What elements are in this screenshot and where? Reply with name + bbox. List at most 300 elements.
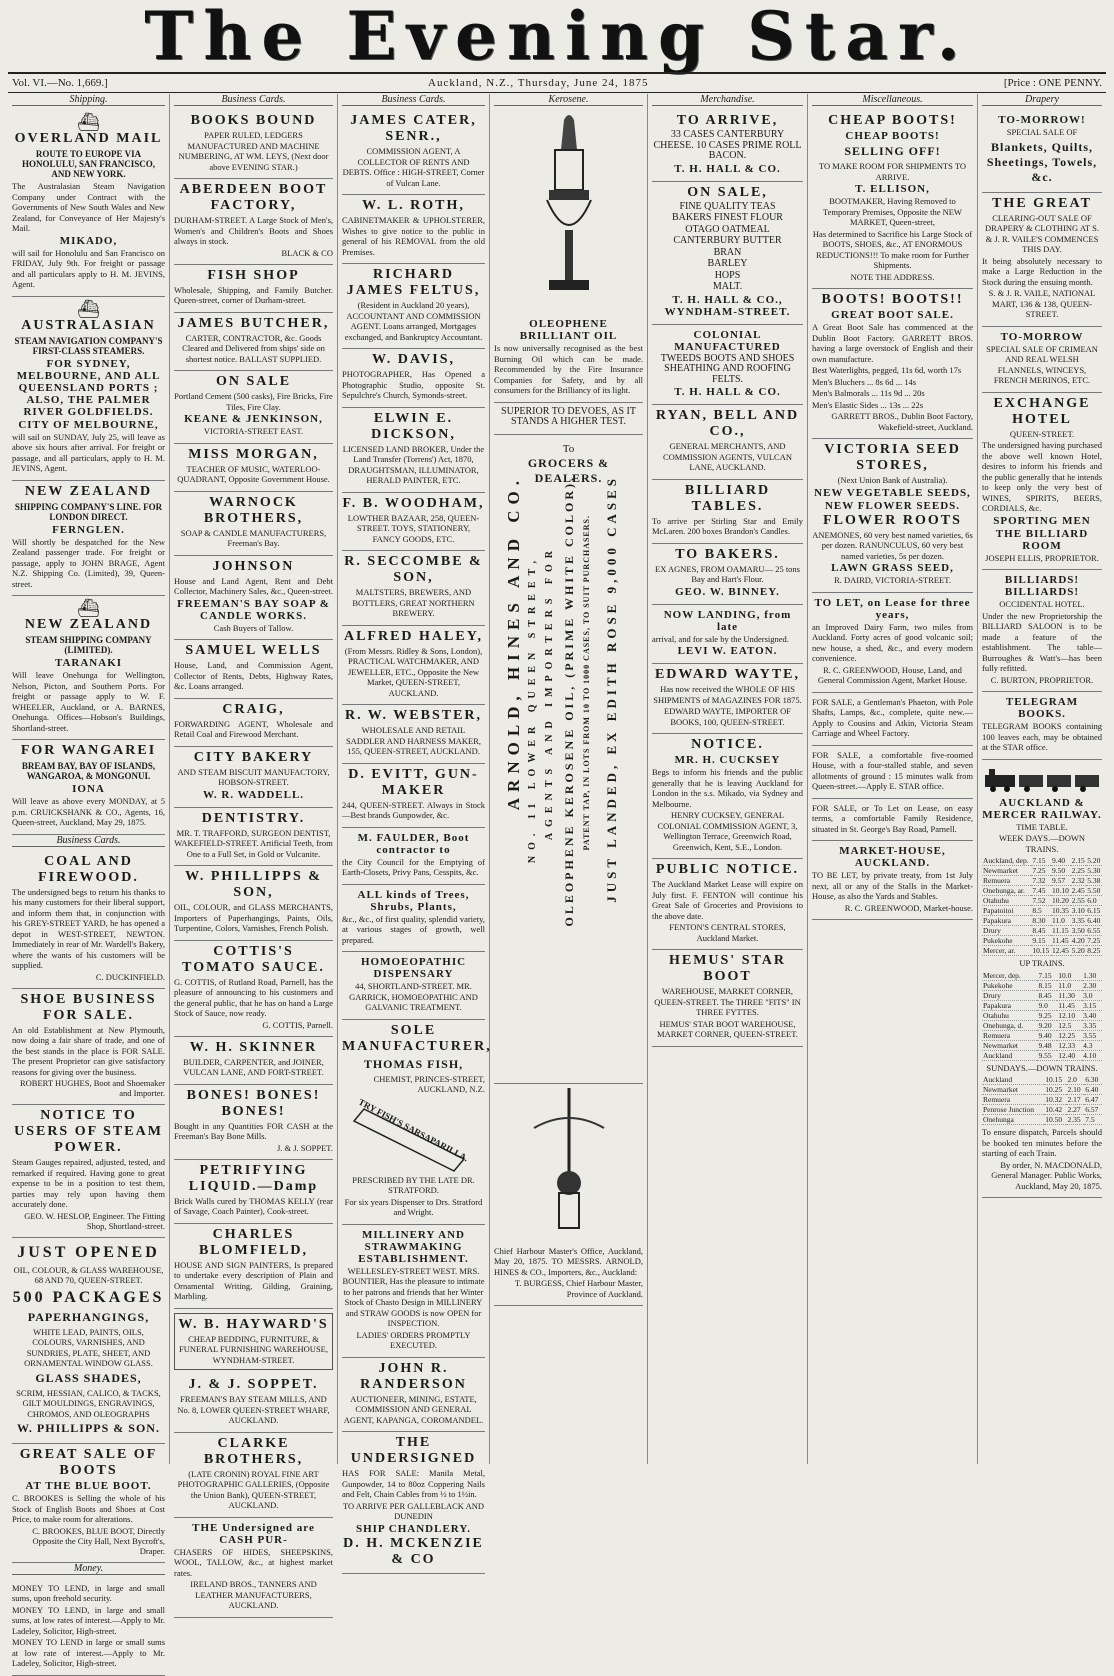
ad-trees (342, 885, 485, 953)
ad-body: House and Land Agent, Rent and Debt Collector, Machinery Sales, &c., Queen-street. (174, 575, 333, 596)
ad-aberdeen (174, 179, 333, 265)
masthead-title: The Evening Star. (144, 0, 970, 75)
ad-title: NEW ZEALAND (24, 483, 153, 499)
ad-great-clearing (982, 193, 1102, 327)
list-item: CANTERBURY BUTTER (673, 235, 782, 246)
ad-signature: T. H. HALL & CO., WYNDHAM-STREET. (664, 293, 791, 318)
ad-subtitle: TIME TABLE. (1016, 821, 1068, 832)
ad-superior (494, 403, 643, 435)
table-cell: 7.45 (1031, 886, 1051, 896)
ad-title: RYAN, BELL AND CO., (655, 408, 800, 439)
table-cell: 3.0 (1082, 990, 1102, 1000)
ad-body: TELEGRAM BOOKS containing 100 leaves each, may be obtained at the STAR office. (982, 721, 1102, 752)
ad-address: VICTORIA-STREET EAST. (203, 426, 304, 436)
ad-body: Bought in any Quantities FOR CASH at the Freeman's Bay Bone Mills. (174, 1120, 333, 1141)
column-shipping (8, 94, 170, 1668)
table-cell: 9.0 (1037, 1000, 1057, 1010)
table-cell: 7.52 (1031, 896, 1051, 906)
ad-title: CHEAP BOOTS! (828, 113, 957, 128)
section-heading: Miscellaneous. (812, 94, 973, 106)
vertical-text: ARNOLD, HINES AND CO. (504, 474, 523, 810)
table-row (982, 980, 1102, 990)
ad-body: HOUSE AND SIGN PAINTERS, Is prepared to undertake every description of Plain and Ornamental Writing, Gilding, Graining, Marbling. (174, 1259, 333, 1301)
newspaper-page (8, 0, 1106, 1668)
ad-exchange-hotel (982, 393, 1102, 571)
ad-signature: EDWARD WAYTE, IMPORTER OF BOOKS, 100, QUEEN-STREET. (664, 706, 791, 727)
ad-to-arrive (652, 110, 803, 182)
table-cell: 9.40 (1051, 856, 1071, 866)
table-row (982, 936, 1102, 946)
ad-money (12, 1579, 165, 1676)
table-cell: 6.0 (1086, 896, 1102, 906)
ad-body: To ensure dispatch, Parcels should be booked ten minutes before the starting of each Train. (982, 1127, 1102, 1158)
ad-subtitle: GREAT BOOT SALE. (831, 309, 954, 321)
ad-body: House, Land, and Commission Agent, Collector of Rents, Debts, Highway Rates, &c. Loans arranged. (174, 660, 333, 691)
table-cell: 2.17 (1066, 1095, 1084, 1105)
ad-body: NOTE THE ADDRESS. (850, 271, 935, 282)
ad-title: BONES! BONES! BONES! (186, 1087, 321, 1119)
ad-body: Under the new Proprietorship the BILLIARD SALOON is to be made a feature of the establishment. The table—Burroughes & Watt's—has been fully refitted. (982, 610, 1102, 673)
ad-body: the City Council for the Emptying of Earth-Closets, Privy Pans, Cesspits, &c. (342, 856, 485, 877)
table-row (982, 876, 1102, 886)
masthead (8, 0, 1106, 75)
ad-petrifying (174, 1160, 333, 1224)
ad-body: TO ARRIVE PER GALLEBLACK AND DUNEDIN (342, 1500, 485, 1521)
ad-body: ANEMONES, 60 very best named varieties, 6s per dozen. RANUNCULUS, 60 very best named varieties, 5s per dozen. (812, 529, 973, 561)
list-item: BAKERS FINEST FLOUR (672, 212, 783, 223)
table-row (982, 866, 1102, 876)
ad-title: J. & J. SOPPET. (188, 1377, 319, 1392)
ad-subtitle: SHIPPING COMPANY'S LINE. FOR LONDON DIRECT. (14, 501, 163, 522)
ad-title: JOHN R. RANDERSON (360, 1360, 467, 1392)
ad-great-sale-boots (12, 1444, 165, 1563)
vertical-text: OLEOPHENE KEROSENE OIL, (PRIME WHITE COLOR), (562, 474, 576, 926)
ad-headline: PAPERHANGINGS, (27, 1309, 150, 1324)
ad-body: WAREHOUSE, MARKET CORNER, QUEEN-STREET. The THREE "FITS" IN THREE FYTTES. (654, 986, 801, 1017)
ad-title: TELEGRAM BOOKS. (1005, 696, 1079, 720)
ad-body: TWEEDS BOOTS AND SHOES SHEATHING AND ROOFING FELTS. (660, 352, 795, 385)
ad-title: VICTORIA SEED STORES, (824, 442, 961, 473)
table-cell: Otahuhu (982, 1010, 1037, 1020)
ad-title: TO BAKERS. (675, 546, 780, 562)
section-heading: Business Cards. (174, 94, 333, 106)
ad-harbour-letter (494, 1242, 643, 1307)
table-row (982, 1050, 1102, 1060)
table-cell: 2.35 (1066, 1115, 1084, 1125)
ad-on-sale (174, 371, 333, 444)
table-cell: 7.5 (1084, 1115, 1102, 1125)
ad-body: LICENSED LAND BROKER, Under the Land Transfer (Torrens') Act, 1870, DRAUGHTSMAN, ILLUMINATOR, HERALD PAINTER, ETC. (342, 443, 485, 485)
table-cell: 11.45 (1057, 1000, 1082, 1010)
ad-title: BOOTS! BOOTS!! (821, 292, 964, 307)
table-cell: Papakura (982, 1000, 1037, 1010)
ad-signature: S. & J. R. VAILE, NATIONAL MART, 136 & 138, QUEEN-STREET. (988, 288, 1096, 319)
ad-title: MILLINERY AND STRAWMAKING ESTABLISHMENT. (358, 1228, 469, 1265)
ad-body: BOOTMAKER, Having Removed to Temporary Premises, Opposite the NEW MARKET, Queen-street, (823, 196, 962, 227)
ad-title: R. W. WEBSTER, (344, 708, 483, 723)
ad-title: ALFRED HALEY, (343, 628, 484, 644)
ad-title: HEMUS' STAR BOOT (668, 953, 787, 984)
ship-name: TARANAKI (54, 657, 123, 669)
list-item: Men's Elastic Sides ... 13s ... 22s (812, 399, 924, 410)
ad-body: BUILDER, CARPENTER, and JOINER, VULCAN LANE, AND FORT-STREET. (183, 1056, 324, 1077)
section-heading: Kerosene. (494, 94, 643, 106)
ad-title: COAL AND FIREWOOD. (38, 853, 139, 885)
ad-body: CARTER, CONTRACTOR, &c. Goods Cleared and Delivered from ships' side on shortest notice. BALLAST SUPPLIED. (182, 332, 325, 364)
column-business-cards-2 (338, 94, 492, 1567)
ad-body: Begs to inform his friends and the public generally that he is leaving Auckland for London in the s.s. Mikado, via Sydney and Melbourne. (652, 767, 803, 809)
ad-signature: W. R. WADDELL. (202, 788, 305, 801)
table-row (982, 1040, 1102, 1050)
table-cell: 7.15 (1037, 971, 1057, 981)
issue-price: [Price : ONE PENNY. (1003, 77, 1102, 89)
ad-subtitle: OIL, COLOUR, & GLASS WAREHOUSE, 68 AND 70, QUEEN-STREET. (13, 1264, 164, 1285)
ad-title: CRAIG, (222, 701, 285, 717)
ad-body: (Resident in Auckland 20 years), ACCOUNTANT AND COMMISSION AGENT. Loans arranged, Mortgages exchanged, and Bankruptcy Accountant. (344, 300, 483, 342)
ad-signature: R. C. GREENWOOD, Market-house. (844, 902, 973, 913)
ad-soppet (174, 1374, 333, 1433)
table-cell: 9.50 (1051, 866, 1071, 876)
table-cell: 3.40 (1082, 1010, 1102, 1020)
table-cell: 9.25 (1037, 1010, 1057, 1020)
ad-warnock (174, 492, 333, 556)
ad-body: SPECIAL SALE OF CRIMEAN AND REAL WELSH FLANNELS, WINCEYS, FRENCH MERINOS, ETC. (986, 343, 1098, 385)
ad-body: Steam Gauges repaired, adjusted, tested, and remarked if required. Having gone to great expense to be in a position to test them, parties may rely upon having them accurately done. (12, 1157, 165, 1209)
ad-title: TO LET, on Lease for three years, (814, 596, 971, 621)
ad-title: ON SALE (215, 374, 292, 389)
vertical-text: PATENT TAP, IN LOTS FROM 10 TO 1000 CASES, TO SUIT PURCHASERS. (582, 514, 591, 850)
ad-wangarei (12, 740, 165, 835)
table-cell: 9.40 (1037, 1030, 1057, 1040)
ad-just-opened (12, 1238, 165, 1445)
ad-subtitle: MR. H. CUCKSEY (674, 754, 781, 766)
column-kerosene (490, 94, 648, 1464)
ad-signature: G. COTTIS, Parnell. (262, 1019, 333, 1030)
table-cell: 10.0 (1057, 971, 1082, 981)
ad-body: MONEY TO LEND, in large and small sums, at low rates of interest.—Apply to Mr. Ladeley, Solicitor, High-street. (12, 1604, 165, 1636)
ad-title: PETRIFYING LIQUID.—Damp (188, 1162, 319, 1194)
columns (8, 94, 1106, 1668)
ad-subtitle: OCCIDENTAL HOTEL. (999, 599, 1085, 609)
ad-title: NOW LANDING, from late (663, 608, 792, 633)
table-cell: 3.35 (1071, 916, 1085, 925)
ad-body: FORWARDING AGENT, Wholesale and Retail Coal and Firewood Merchant. (174, 718, 333, 739)
ad-title: JUST OPENED (17, 1243, 160, 1261)
ad-body: The Auckland Market Lease will expire on July first. F. FENTON will continue his Great Sale of Groceries and Provisions to the above date. (652, 879, 803, 921)
ad-fish-shop (174, 265, 333, 313)
ad-title: SOLE MANUFACTURER, (342, 1022, 492, 1054)
ad-title: MISS MORGAN, (188, 446, 319, 462)
ad-telegram-books (982, 692, 1102, 760)
table-cell: 2.45 (1071, 886, 1085, 895)
ad-body: To arrive per Stirling Star and Emily McLaren. 200 boxes Brandon's Candles. (652, 515, 803, 536)
table-cell: Otahuhu (982, 896, 1031, 906)
ad-title: TO ARRIVE, (676, 113, 779, 128)
ad-headline: NEW VEGETABLE SEEDS, (814, 486, 971, 499)
ad-subtitle: BREAM BAY, BAY OF ISLANDS, WANGAROA, & MONGONUI. (21, 761, 156, 781)
table-cell: 4.3 (1082, 1040, 1102, 1050)
table-cell: 2.27 (1066, 1105, 1084, 1115)
table-cell: 5.30 (1087, 866, 1101, 875)
ad-billiard-tables (652, 480, 803, 544)
column-drapery (978, 94, 1106, 1464)
ad-feltus (342, 264, 485, 349)
ad-signature: T. BURGESS, Chief Harbour Master, Province of Auckland. (514, 1278, 643, 1299)
ad-body: To (562, 442, 575, 455)
table-cell: 4.10 (1082, 1050, 1102, 1060)
list-item: Best Waterlights, pegged, 11s 6d, worth 17s (812, 365, 962, 375)
ad-signature: GEO. W. BINNEY. (675, 585, 780, 598)
ad-body: 244, QUEEN-STREET. Always in Stock—Best brands Gunpowder, &c. (342, 799, 485, 820)
ship-name: FERNGLEN. (52, 523, 125, 536)
table-cell: 5.20 (1071, 946, 1085, 955)
list-item: OTAGO OATMEAL (685, 223, 770, 235)
table-cell: 8.45 (1037, 990, 1057, 1000)
table-cell: 7.25 (1087, 936, 1101, 945)
table-row (982, 886, 1102, 896)
table-row (982, 1085, 1102, 1095)
ad-body: OIL, COLOUR, and GLASS MERCHANTS, Importers of Paperhangings, Paints, Oils, Turpentine, Colors, Varnishes, French Polish. (174, 902, 333, 933)
ad-body: The undersigned begs to return his thanks to his many customers for their liberal support, and inform them that, in conjunction with his GREY-STREET YARD, he has opened a depot in WEST-STREET, NEWTON. Immediately in rear of Mr. Wardell's Bakery, where the wants of his customers will be supplied. (12, 886, 165, 970)
table-row (982, 1095, 1102, 1105)
ad-title: CLARKE BROTHERS, (203, 1435, 304, 1467)
list-item: Men's Bluchers ... 8s 6d ... 14s (812, 376, 917, 387)
ad-subtitle: QUEEN-STREET. (1009, 428, 1075, 439)
ad-subtitle: AT THE BLUE BOOT. (25, 1480, 152, 1492)
ad-tomato-sauce (174, 941, 333, 1037)
ad-hemus (652, 950, 803, 1047)
ad-grocers (494, 435, 643, 1084)
ad-subtitle: STEAM NAVIGATION COMPANY'S FIRST-CLASS STEAMERS. (14, 335, 163, 356)
ad-faulder (342, 828, 485, 885)
ad-cash-purchasers (174, 1518, 333, 1618)
table-cell: 6.30 (1084, 1075, 1102, 1085)
table-cell: 11.0 (1057, 980, 1082, 990)
ad-body: Will shortly be despatched for the New Zealand passenger trade. For freight or passage, apply to JOHN BRAGE, Agent N.Z. Shipping Co. (Limited), 39, Queen-street. (12, 536, 165, 589)
ad-body: A Great Boot Sale has commenced at the Dublin Boot Factory. GARRETT BROS. having a large overstock of English and their own manufacture. (812, 322, 973, 364)
table-cell: 11.45 (1052, 936, 1069, 945)
ad-title: NOTICE. (691, 737, 764, 752)
ad-body: AUCTIONEER, MINING, ESTATE, COMMISSION AND GENERAL AGENT, KAPANGA, COROMANDEL. (343, 1393, 484, 1425)
table-cell: 11.0 (1051, 916, 1071, 926)
ad-body: FOR SALE, or To Let on Lease, on easy terms, a comfortable Family Residence, situated in St. George's Bay Road, Parnell. (812, 802, 973, 834)
ad-cheap-boots (812, 110, 973, 289)
table-row (982, 990, 1102, 1000)
ad-title: EDWARD WAYTE, (654, 667, 801, 682)
table-cell: 10.15 (1032, 946, 1050, 955)
ad-body: GENERAL MERCHANTS, AND COMMISSION AGENTS, VULCAN LANE, AUCKLAND. (662, 441, 792, 472)
issue-date: Auckland, N.Z., Thursday, June 24, 1875 (428, 77, 649, 89)
ad-cater (342, 110, 485, 195)
ad-body: &c., &c., of first quality, splendid variety, at various stages of growth, well prepared. (342, 913, 485, 945)
ad-headline: FREEMAN'S BAY SOAP & CANDLE WORKS. (177, 597, 330, 622)
ad-subtitle: ROUTE TO EUROPE VIA HONOLULU, SAN FRANCISCO, AND NEW YORK. (21, 149, 155, 179)
ad-body: Chief Harbour Master's Office, Auckland, May 20, 1875. TO MESSRS. ARNOLD, HINES & CO., Importers, &c., Auckland: (494, 1245, 643, 1277)
list-item: BARLEY (707, 258, 748, 269)
vertical-text: NO. 11 LOWER QUEEN STREET, (527, 554, 538, 863)
table-cell: 12.40 (1057, 1050, 1082, 1060)
ad-body: DURHAM-STREET. A Large Stock of Men's, Women's and Children's Boots and Shoes always in stock. (174, 215, 333, 246)
table-cell: Auckland, dep. (982, 856, 1031, 866)
ad-homoeopathic (342, 952, 485, 1020)
ad-title: COTTIS'S TOMATO SAUCE. (182, 943, 325, 975)
table-cell: 3.50 (1071, 926, 1085, 935)
ad-title: TO-MORROW (1000, 330, 1084, 343)
table-heading: SUNDAYS.—DOWN TRAINS. (986, 1062, 1098, 1073)
table-cell: 8.5 (1031, 906, 1051, 916)
ad-bones (174, 1085, 333, 1160)
ad-body: (LATE CRONIN) ROYAL FINE ART PHOTOGRAPHIC GALLERIES, (Opposite the Union Bank), QUEEN-STREET, AUCKLAND. (177, 1468, 330, 1510)
ad-body: G. COTTIS, of Rutland Road, Parnell, has the pleasure of announcing to his customers and the general public, that he has on hand a Large Stock of Sauce, now ready. (174, 976, 333, 1018)
ad-title: CHARLES BLOMFIELD, (198, 1226, 309, 1258)
list-item: MALT. (712, 281, 743, 292)
ad-body: PHOTOGRAPHER, Has Opened a Photographic Studio, opposite St. Sepulchre's Church, Symonds-street. (342, 369, 485, 400)
ad-body: an Improved Dairy Farm, two miles from Auckland. Forty acres of good volcanic soil; new house, a shed, &c., and every modern convenience. (812, 621, 973, 663)
table-row (982, 896, 1102, 906)
table-heading: WEEK DAYS.—DOWN TRAINS. (998, 833, 1086, 854)
table-cell: Pukekohe (982, 936, 1031, 946)
ad-signature: J. & J. SOPPET. (276, 1142, 333, 1153)
ad-title: M. FAULDER, Boot contractor to (357, 831, 470, 856)
table-cell: 1.30 (1082, 971, 1102, 981)
ad-body: (From Messrs. Ridley & Sons, London), PRACTICAL WATCHMAKER, AND JEWELLER, ETC., Opposite the New Market, QUEEN-STREET, AUCKLAND. (344, 645, 483, 698)
table-cell: 10.35 (1052, 906, 1069, 915)
ad-signature: C. DUCKINFIELD. (95, 971, 165, 982)
ad-title: BILLIARD TABLES. (684, 482, 771, 514)
table-row (982, 1105, 1102, 1115)
table-row (982, 1075, 1102, 1085)
ad-body: WELLESLEY-STREET WEST. MRS. BOUNTIER, Has the pleasure to intimate to her patrons and friends that her Winter Stock of Chasto Design in MILLINERY and STRAW GOODS is now OPEN for INSPECTION. (342, 1265, 485, 1328)
ad-title: FOR WANGAREI (20, 743, 157, 758)
ad-body: PAPER RULED, LEDGERS MANUFACTURED AND MACHINE NUMBERING, AT WM. LEYS, (Next door above EVENING STAR.) (178, 130, 329, 172)
ad-tomorrow-flannels (982, 327, 1102, 393)
ad-signature: HEMUS' STAR BOOT WAREHOUSE, MARKET CORNER, QUEEN-STREET. (657, 1018, 798, 1039)
ad-signature: HENRY CUCKSEY, GENERAL COLONIAL COMMISSION AGENT, 3, Wellington Terrace, Greenwich Road, Greenwich, Kent, S.E., London. (657, 810, 798, 852)
table-cell: Newmarket (982, 866, 1031, 876)
oil-lamp-icon (519, 110, 619, 310)
ad-body: MR. T. TRAFFORD, SURGEON DENTIST, WAKEFIELD-STREET. Artificial Teeth, from One to a Full Set, in Gold or Vulcanite. (174, 827, 333, 859)
ad-headline: THE BILLIARD ROOM (995, 527, 1089, 552)
volume-number: Vol. VI.—No. 1,669.] (12, 77, 108, 89)
ad-body: For six years Dispenser to Drs. Stratford and Wright. (344, 1196, 483, 1217)
ad-body: C. BROOKES is Selling the whole of his Stock of English Boots and Shoes at Cost Price, to make room for alterations. (12, 1493, 165, 1524)
table-heading: UP TRAINS. (1019, 958, 1065, 968)
table-row (982, 1030, 1102, 1040)
ad-cucksey (652, 734, 803, 859)
ad-title: ON SALE, (687, 184, 768, 200)
ad-blomfield (174, 1224, 333, 1309)
ad-randerson (342, 1358, 485, 1433)
ad-title: WARNOCK BROTHERS, (203, 494, 304, 526)
table-cell: Remuera (982, 876, 1031, 886)
table-cell: 6.15 (1087, 906, 1101, 915)
ad-title: JAMES CATER, SENR., (350, 113, 477, 144)
table-cell: 8.30 (1031, 916, 1051, 926)
ad-haley (342, 626, 485, 706)
table-cell: 9.55 (1037, 1050, 1057, 1060)
ad-title: AUCKLAND & MERCER RAILWAY. (982, 796, 1102, 821)
list-item: HOPS (714, 269, 741, 281)
table-cell: 11.15 (1052, 926, 1069, 935)
table-cell: 7.25 (1031, 866, 1051, 876)
ad-title: W. DAVIS, (372, 352, 455, 367)
table-cell: 4.20 (1071, 936, 1085, 945)
table-cell: 10.32 (1044, 1095, 1066, 1105)
ad-ryan-bell (652, 405, 803, 480)
ad-boots-boots (812, 289, 973, 439)
ad-tomorrow-blankets (982, 110, 1102, 193)
ad-body: SOAP & CANDLE MANUFACTURERS, Freeman's Bay. (180, 527, 327, 548)
table-cell: 10.20 (1052, 896, 1069, 905)
ad-occidental (982, 570, 1102, 692)
table-cell: Onehunga (982, 1115, 1044, 1125)
ad-body: CLEARING-OUT SALE OF DRAPERY & CLOTHING AT S. & J. R. VAILE'S COMMENCES THIS DAY. (984, 212, 1100, 254)
ad-headline: FLOWER ROOTS (823, 512, 962, 528)
table-cell: Newmarket (982, 1040, 1037, 1050)
ad-signature: R. C. GREENWOOD, House, Land, and General Commission Agent, Market House. (817, 664, 968, 685)
table-cell: 2.55 (1071, 896, 1085, 905)
ad-title: SAMUEL WELLS (185, 643, 322, 658)
ad-signature: GEO. W. HESLOP, Engineer. The Fitting Shop, Shortland-street. (24, 1210, 165, 1231)
ad-body: MALTSTERS, BREWERS, AND BOTTLERS, GREAT NORTHERN BREWERY. (352, 587, 475, 618)
table-row (982, 856, 1102, 866)
table-cell: 9.20 (1037, 1020, 1057, 1030)
table-cell: 12.10 (1057, 1010, 1082, 1020)
table-cell: Papakura (982, 916, 1031, 926)
ad-body: The undersigned having purchased the above well known Hotel, desires to inform his friends and the public generally that he intends to keep only the very best of WINES, SPIRITS, BEERS, CORDIALS, &c. (982, 440, 1102, 513)
ad-butcher (174, 313, 333, 372)
steamship-icon: ⛴ (77, 112, 100, 132)
vertical-text: JUST LANDED, EX EDITH ROSE 9,000 CASES (604, 474, 619, 903)
list-item: BRAN (713, 246, 742, 258)
ad-body: Will leave Onehunga for Wellington, Nelson, Picton, and Southern Ports. For freight or passage apply to W. F. WHEELER, Auckland, or A. BARNES, Onehunga. Offices—Hobson's Buildings, Shortland-street. (12, 670, 165, 733)
table-cell: 10.15 (1044, 1075, 1066, 1085)
ad-signature: T. ELLISON, (855, 183, 930, 195)
table-cell: 5.38 (1087, 876, 1101, 885)
table-cell: Onehunga, d. (982, 1020, 1037, 1030)
ad-body: HAS FOR SALE: Manila Metal, Gunpowder, 14 to 80oz Coppering Nails and Felt, Chain Cables from ½ to 1½in. (342, 1468, 485, 1499)
ad-dentistry (174, 808, 333, 867)
table-cell: 10.10 (1052, 886, 1069, 895)
ad-body: Will leave as above every MONDAY, at 5 p.m. CRUICKSHANK & CO., Agents, 16, Queen-street, Auckland, May 29, 1875. (12, 796, 165, 827)
table-row (982, 1115, 1102, 1125)
table-cell: 12.45 (1052, 946, 1069, 955)
table-cell: Auckland (982, 1050, 1037, 1060)
ship-name: IONA (72, 783, 105, 795)
ad-public-notice (652, 859, 803, 950)
ad-house-sale (812, 746, 973, 799)
table-row (982, 1000, 1102, 1010)
ad-headline: LAWN GRASS SEED, (831, 562, 954, 574)
table-cell: 3.15 (1082, 1000, 1102, 1010)
ad-hayward (174, 1313, 333, 1371)
ship-name: MIKADO, (59, 234, 118, 247)
ad-title: ALL kinds of Trees, Shrubs, Plants, (357, 888, 470, 913)
ad-title: D. EVITT, GUN-MAKER (348, 766, 479, 798)
table-row (982, 906, 1102, 916)
ad-to-bakers (652, 544, 803, 605)
ad-body: Has determined to Sacrifice his Large Stock of BOOTS, SHOES, &c., AT ENORMOUS REDUCTIONS!!! To make room for Further Shipments. (812, 228, 973, 270)
ad-signature: IRELAND BROS., TANNERS AND LEATHER MANUFACTURERS, AUCKLAND. (190, 1579, 317, 1610)
table-row (982, 971, 1102, 981)
ad-signature: LADIES' ORDERS PROMPTLY EXECUTED. (356, 1329, 471, 1350)
ad-books-bound (174, 110, 333, 179)
dateline (8, 72, 1106, 93)
ad-title: THE GREAT (992, 195, 1092, 211)
timetable-up (982, 971, 1102, 1061)
section-heading: Shipping. (12, 94, 165, 106)
ad-body: TO MAKE ROOM FOR SHIPMENTS TO ARRIVE. (818, 161, 967, 182)
